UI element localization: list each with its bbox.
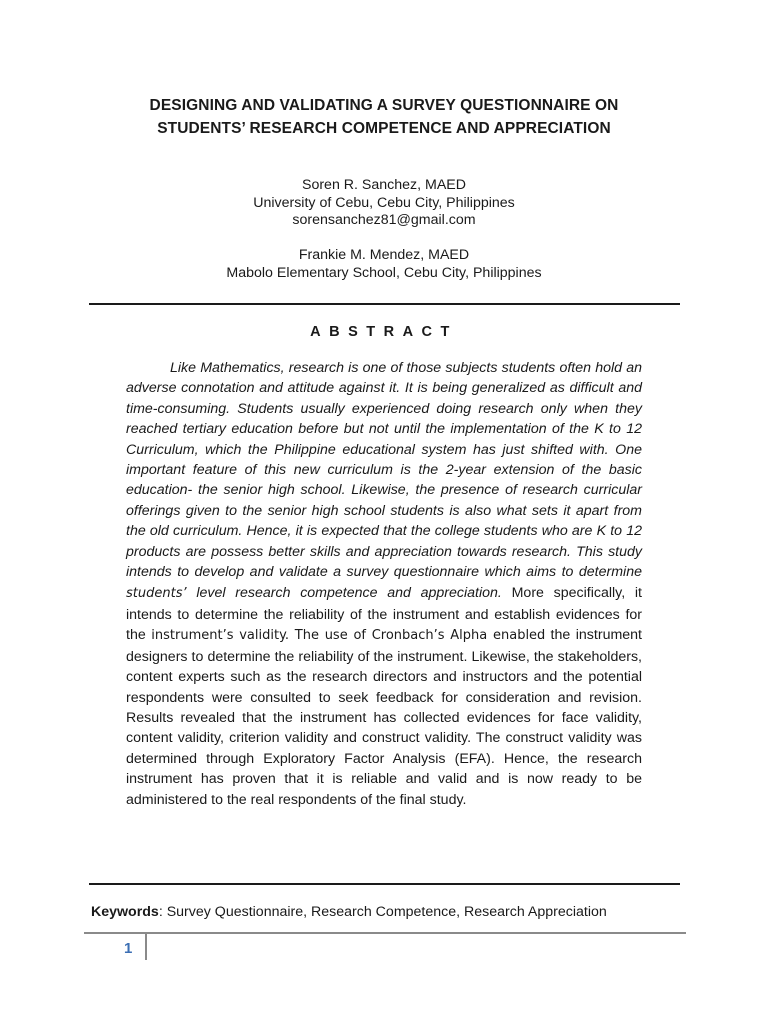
header-divider <box>89 303 680 305</box>
abstract-heading: ABSTRACT <box>310 324 458 340</box>
abstract-body <box>126 358 642 810</box>
author-1-name: Soren R. Sanchez, MAED <box>301 177 466 193</box>
page-number-separator <box>145 934 147 960</box>
abstract-italic-text: Like Mathematics, research is one of those subjects students often hold an adverse connotation and attitude against it. It is being generalized as difficult and time-consuming. Students usually experienced doing research only when they reached tertiary education before but not until the implementation of the K to 12 Curriculum, which the Philippine educational system has just shifted with. One important feature of this new curriculum is the 2-year extension of the basic education- the senior high school. Likewise, the presence of research curricular offerings given to the senior high school students is also what sets it apart from the old curriculum. Hence, it is expected that the college students who are K to 12 products are possess better skills and appreciation towards research. This study intends to develop and validate a survey questionnaire which aims to determine <box>126 360 642 581</box>
keywords-separator: : <box>158 904 163 920</box>
author-2-affiliation: Mabolo Elementary School, Cebu City, Philippines <box>226 264 542 281</box>
keywords-values: Survey Questionnaire, Research Competence, Research Appreciation <box>162 904 607 920</box>
author-1-email: sorensanchez81@gmail.com <box>292 212 476 229</box>
paper-title <box>90 94 678 140</box>
page-number: 1 <box>124 940 133 957</box>
author-list <box>90 177 678 283</box>
abstract-divider <box>89 883 680 885</box>
abstract-italic-tail: level research competence and appreciation. <box>186 585 502 602</box>
author-2 <box>90 247 678 282</box>
abstract-roman-text-1: More specifically, it intends to determine the reliability of the instrument and establish evidences for the <box>126 585 642 644</box>
abstract-paragraph <box>126 358 642 810</box>
abstract-roman-text-2: d the instrument designers to determine the reliability of the instrument. Likewise, the stakeholders, content experts such as the research directors and instructors and the potential respondents were consulted to seek feedback for consideration and revision. Results revealed that the instrument has collected evidences for face validity, content validity, criterion validity and construct validity. The construct validity was determined through Exploratory Factor Analysis (EFA). Hence, the research instrument has proven that it is reliable and valid and is now ready to be administered to the real respondents of the final study. <box>126 627 643 808</box>
author-1-affiliation: University of Cebu, Cebu City, Philippines <box>253 194 515 211</box>
paper-title-line-1: DESIGNING AND VALIDATING A SURVEY QUESTIONNAIRE ON <box>149 97 619 114</box>
keywords-label: Keywords <box>91 904 159 920</box>
paper-title-line-2: STUDENTS’ RESEARCH COMPETENCE AND APPRECIATION <box>157 120 611 137</box>
footer-divider <box>84 932 686 934</box>
abstract-italic-alt-text: students’ <box>126 586 187 602</box>
author-2-name: Frankie M. Mendez, MAED <box>298 247 470 264</box>
keywords-line <box>91 903 691 921</box>
abstract-alt-text: instrument’s validity. The use of Cronbach’s Alpha enable <box>151 628 538 644</box>
author-1 <box>90 177 678 230</box>
